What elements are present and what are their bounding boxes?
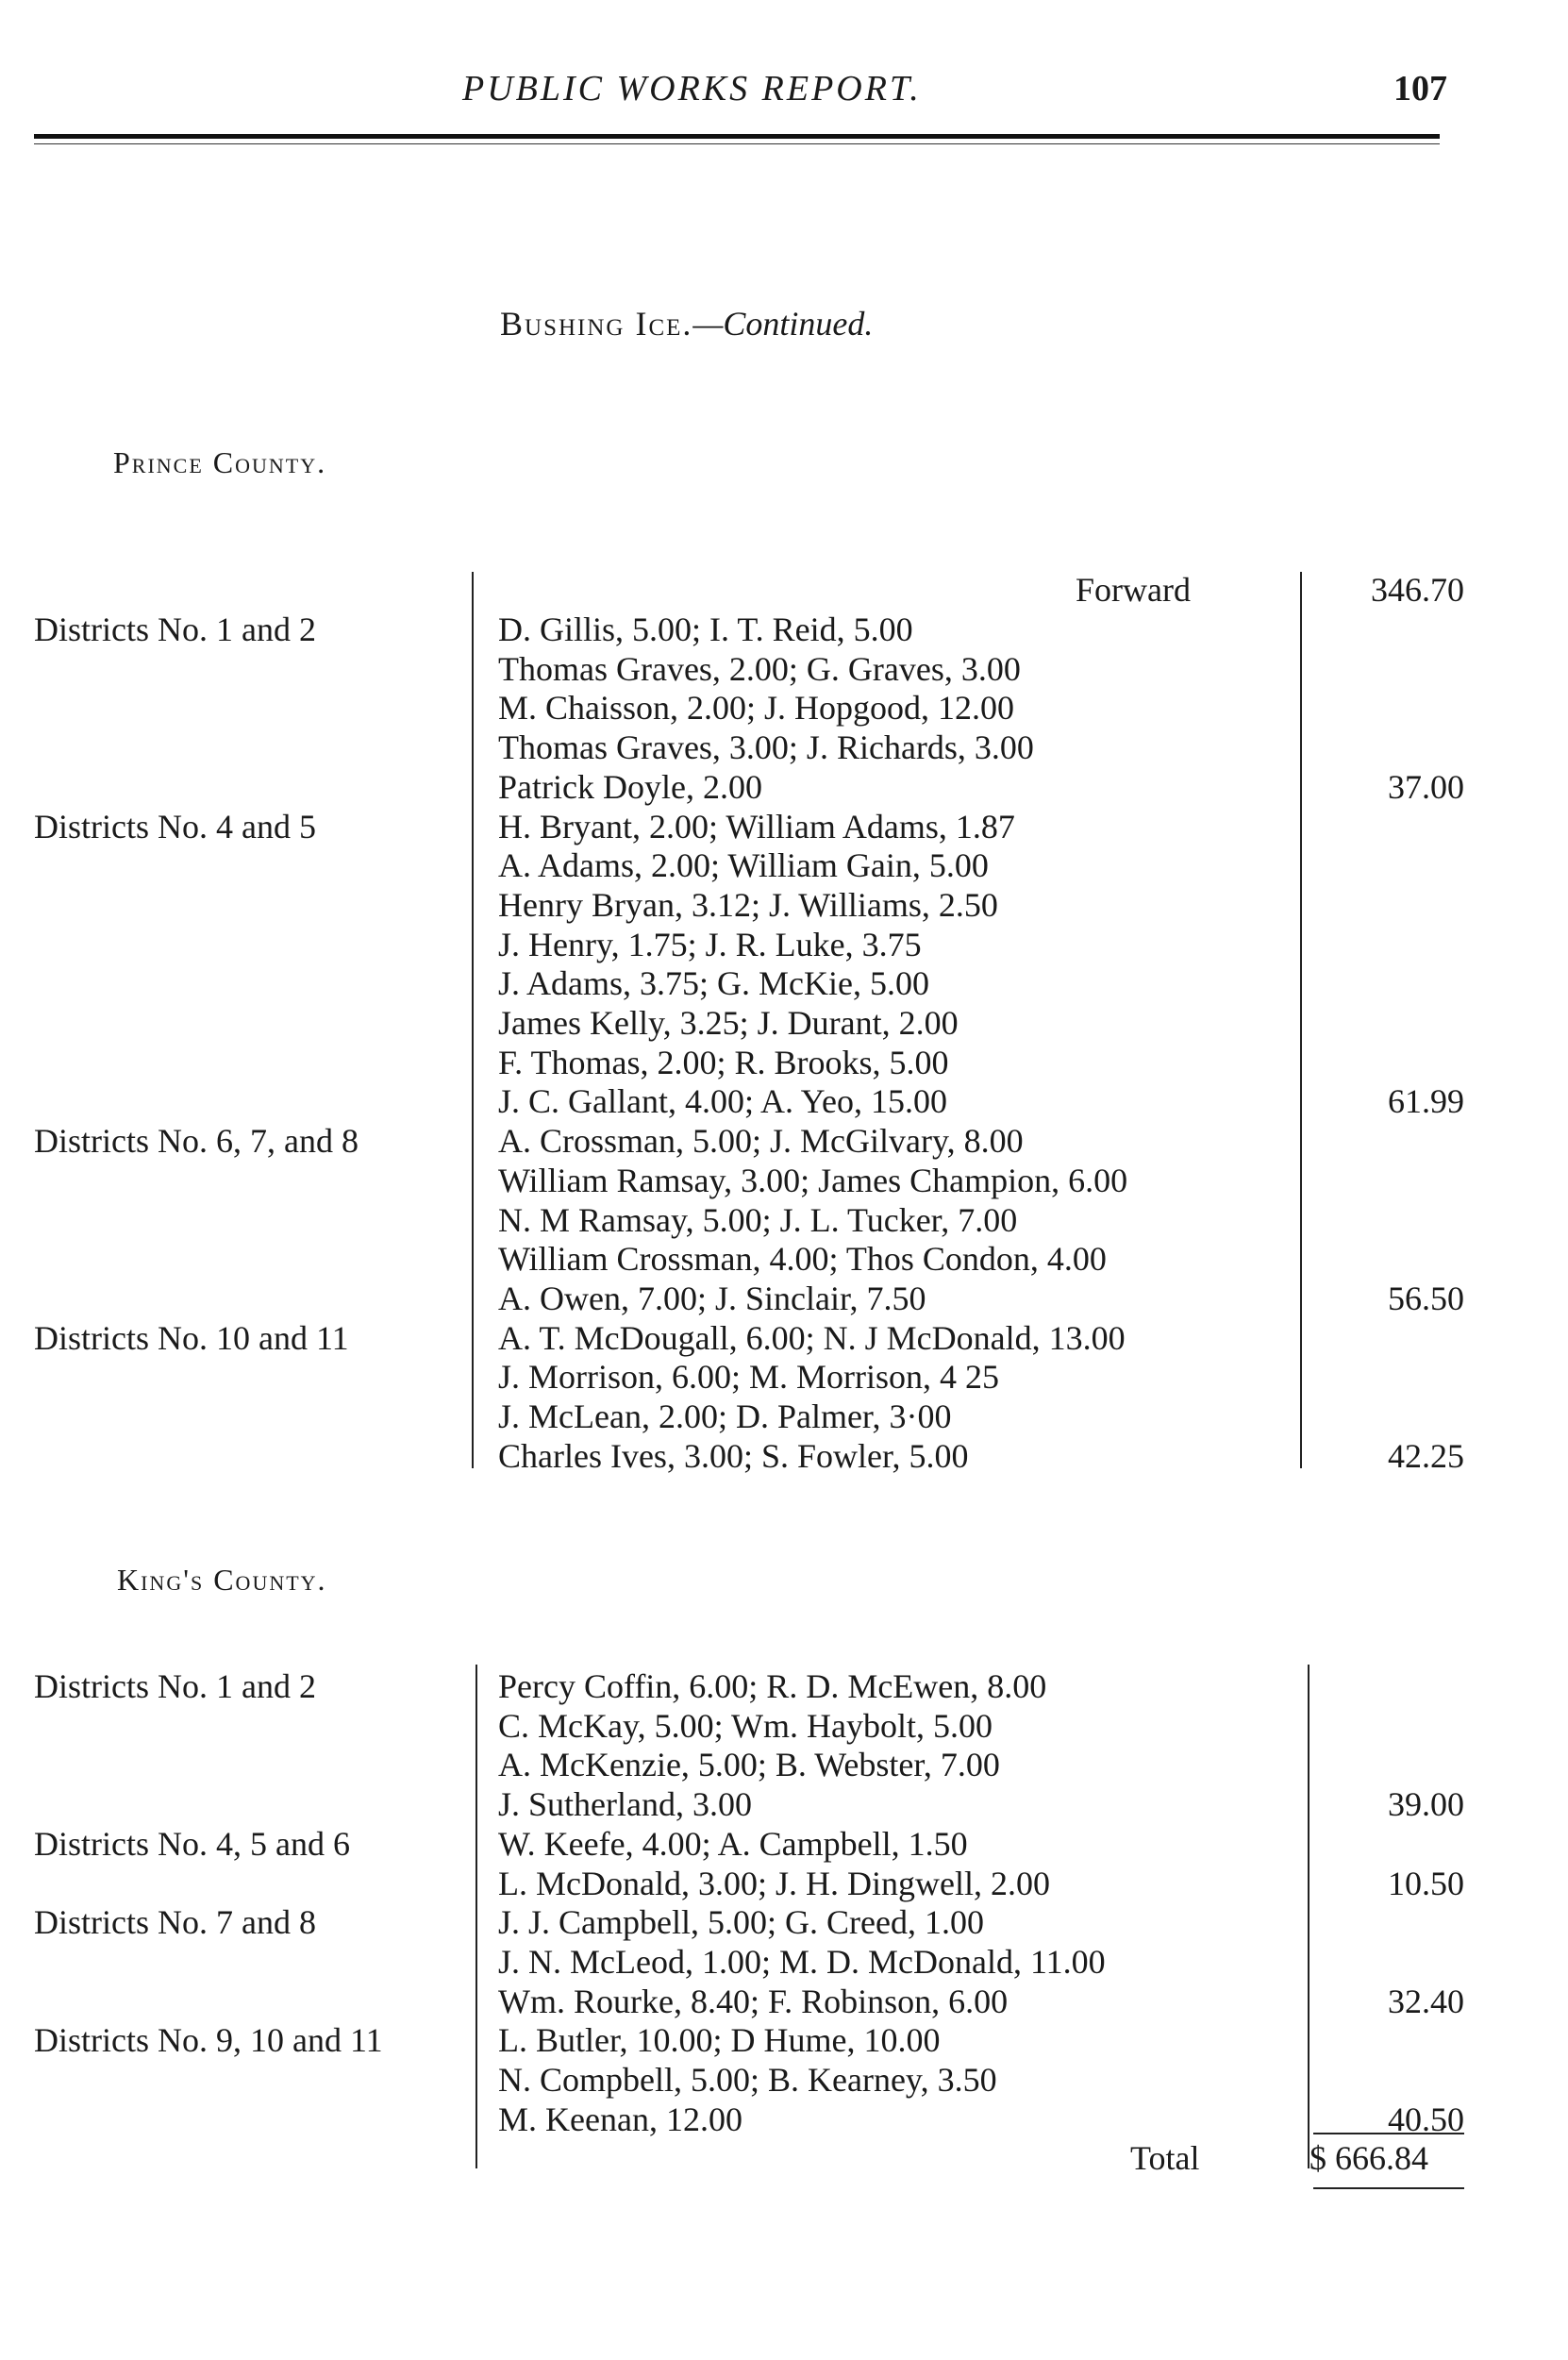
table-row	[0, 1436, 1568, 1476]
table-row	[0, 1043, 1568, 1082]
section-title-text: Bushing Ice.	[500, 305, 693, 343]
table-row	[0, 1357, 1568, 1397]
table-row	[0, 728, 1568, 767]
table-row	[0, 1239, 1568, 1279]
payee-entries: L. Butler, 10.00; D Hume, 10.00	[498, 2021, 941, 2060]
subtotal-amount: 40.50	[1388, 2100, 1464, 2138]
payee-entries: J. Morrison, 6.00; M. Morrison, 4 25	[498, 1358, 1000, 1397]
section-title	[500, 304, 873, 343]
district-divider-line	[475, 1665, 477, 2168]
table-row	[0, 1318, 1568, 1358]
payee-entries: A. Owen, 7.00; J. Sinclair, 7.50	[498, 1279, 926, 1317]
page-header	[0, 59, 1568, 115]
subtotal-amount: 10.50	[1388, 1864, 1464, 1902]
payee-entries: William Crossman, 4.00; Thos Condon, 4.00	[498, 1240, 1107, 1279]
payee-entries: M. Chaisson, 2.00; J. Hopgood, 12.00	[498, 689, 1015, 728]
table-row	[0, 2060, 1568, 2100]
payee-entries: A. McKenzie, 5.00; B. Webster, 7.00	[498, 1746, 1000, 1784]
table-row	[0, 1003, 1568, 1043]
table-row	[0, 1397, 1568, 1436]
payee-entries: W. Keefe, 4.00; A. Campbell, 1.50	[498, 1824, 968, 1863]
table-row	[0, 688, 1568, 728]
payee-entries: L. McDonald, 3.00; J. H. Dingwell, 2.00	[498, 1864, 1050, 1902]
table-row	[0, 1824, 1568, 1864]
table-row	[0, 1666, 1568, 1706]
table-row	[0, 1745, 1568, 1784]
subtotal-amount: 39.00	[1388, 1785, 1464, 1824]
district-label: Districts No. 1 and 2	[34, 1667, 316, 1705]
table-row	[0, 1864, 1568, 1903]
table-row	[0, 649, 1568, 689]
payee-entries: J. C. Gallant, 4.00; A. Yeo, 15.00	[498, 1082, 948, 1121]
district-divider-line	[472, 572, 474, 1468]
payee-entries: M. Keenan, 12.00	[498, 2100, 742, 2138]
table-row	[0, 925, 1568, 964]
running-title: PUBLIC WORKS REPORT.	[462, 69, 922, 109]
payee-entries: N. M Ramsay, 5.00; J. L. Tucker, 7.00	[498, 1200, 1018, 1239]
table-row	[0, 1200, 1568, 1240]
page-number: 107	[1393, 69, 1447, 109]
payee-entries: Thomas Graves, 3.00; J. Richards, 3.00	[498, 728, 1034, 767]
amount-divider-line	[1300, 572, 1302, 1468]
county-heading-prince: Prince County.	[113, 445, 327, 479]
payee-entries: Thomas Graves, 2.00; G. Graves, 3.00	[498, 649, 1021, 688]
payee-entries: James Kelly, 3.25; J. Durant, 2.00	[498, 1004, 959, 1042]
forward-row	[0, 570, 1568, 610]
payee-entries: William Ramsay, 3.00; James Champion, 6.00	[498, 1161, 1128, 1199]
table-row	[0, 767, 1568, 807]
amount-divider-line	[1308, 1665, 1309, 2168]
payee-entries: A. Crossman, 5.00; J. McGilvary, 8.00	[498, 1122, 1024, 1161]
payee-entries: Percy Coffin, 6.00; R. D. McEwen, 8.00	[498, 1667, 1047, 1705]
district-label: Districts No. 4, 5 and 6	[34, 1824, 350, 1863]
table-row	[0, 1902, 1568, 1942]
header-rule-thin	[34, 143, 1440, 144]
payee-entries: A. T. McDougall, 6.00; N. J McDonald, 13.00	[498, 1318, 1126, 1357]
header-rule	[34, 134, 1440, 139]
total-double-rule	[1313, 2187, 1464, 2189]
payee-entries: N. Compbell, 5.00; B. Kearney, 3.50	[498, 2061, 997, 2099]
section-continued: —Continued.	[692, 305, 874, 343]
subtotal-amount: 37.00	[1388, 767, 1464, 806]
district-label: Districts No. 4 and 5	[34, 807, 316, 845]
payee-entries: J. N. McLeod, 1.00; M. D. McDonald, 11.00	[498, 1942, 1106, 1981]
table-row	[0, 1279, 1568, 1318]
table-row	[0, 845, 1568, 885]
total-amount: $ 666.84	[1309, 2139, 1428, 2177]
payee-entries: D. Gillis, 5.00; I. T. Reid, 5.00	[498, 611, 913, 648]
table-row	[0, 1121, 1568, 1161]
payee-entries: H. Bryant, 2.00; William Adams, 1.87	[498, 807, 1015, 845]
table-row	[0, 1982, 1568, 2021]
table-row	[0, 963, 1568, 1003]
table-row	[0, 610, 1568, 649]
payee-entries: J. Adams, 3.75; G. McKie, 5.00	[498, 964, 929, 1003]
total-rule	[1313, 2133, 1464, 2134]
district-label: Districts No. 1 and 2	[34, 611, 316, 648]
table-row	[0, 1161, 1568, 1200]
payee-entries: J. McLean, 2.00; D. Palmer, 3·00	[498, 1398, 952, 1435]
district-label: Districts No. 10 and 11	[34, 1318, 349, 1357]
subtotal-amount: 56.50	[1388, 1279, 1464, 1317]
table-row	[0, 1706, 1568, 1746]
payee-entries: A. Adams, 2.00; William Gain, 5.00	[498, 846, 989, 885]
payee-entries: F. Thomas, 2.00; R. Brooks, 5.00	[498, 1043, 949, 1081]
district-label: Districts No. 9, 10 and 11	[34, 2021, 383, 2060]
table-row	[0, 1784, 1568, 1824]
payee-entries: Patrick Doyle, 2.00	[498, 767, 762, 806]
subtotal-amount: 61.99	[1388, 1082, 1464, 1121]
forward-label: Forward	[1076, 571, 1191, 609]
payee-entries: J. Sutherland, 3.00	[498, 1785, 752, 1824]
table-row	[0, 1081, 1568, 1121]
county-heading-kings: King's County.	[117, 1563, 327, 1597]
payee-entries: Charles Ives, 3.00; S. Fowler, 5.00	[498, 1436, 969, 1475]
table-row	[0, 2020, 1568, 2060]
total-label: Total	[1130, 2139, 1200, 2177]
subtotal-amount: 42.25	[1388, 1436, 1464, 1475]
table-row	[0, 1942, 1568, 1982]
payee-entries: J. J. Campbell, 5.00; G. Creed, 1.00	[498, 1903, 984, 1942]
table-row	[0, 885, 1568, 925]
payee-entries: Henry Bryan, 3.12; J. Williams, 2.50	[498, 885, 998, 924]
payee-entries: Wm. Rourke, 8.40; F. Robinson, 6.00	[498, 1982, 1009, 2020]
district-label: Districts No. 6, 7, and 8	[34, 1122, 359, 1161]
payee-entries: J. Henry, 1.75; J. R. Luke, 3.75	[498, 925, 922, 963]
subtotal-amount: 32.40	[1388, 1982, 1464, 2020]
district-label: Districts No. 7 and 8	[34, 1903, 316, 1942]
table-row	[0, 807, 1568, 846]
forward-amount: 346.70	[1371, 571, 1464, 609]
payee-entries: C. McKay, 5.00; Wm. Haybolt, 5.00	[498, 1706, 993, 1745]
